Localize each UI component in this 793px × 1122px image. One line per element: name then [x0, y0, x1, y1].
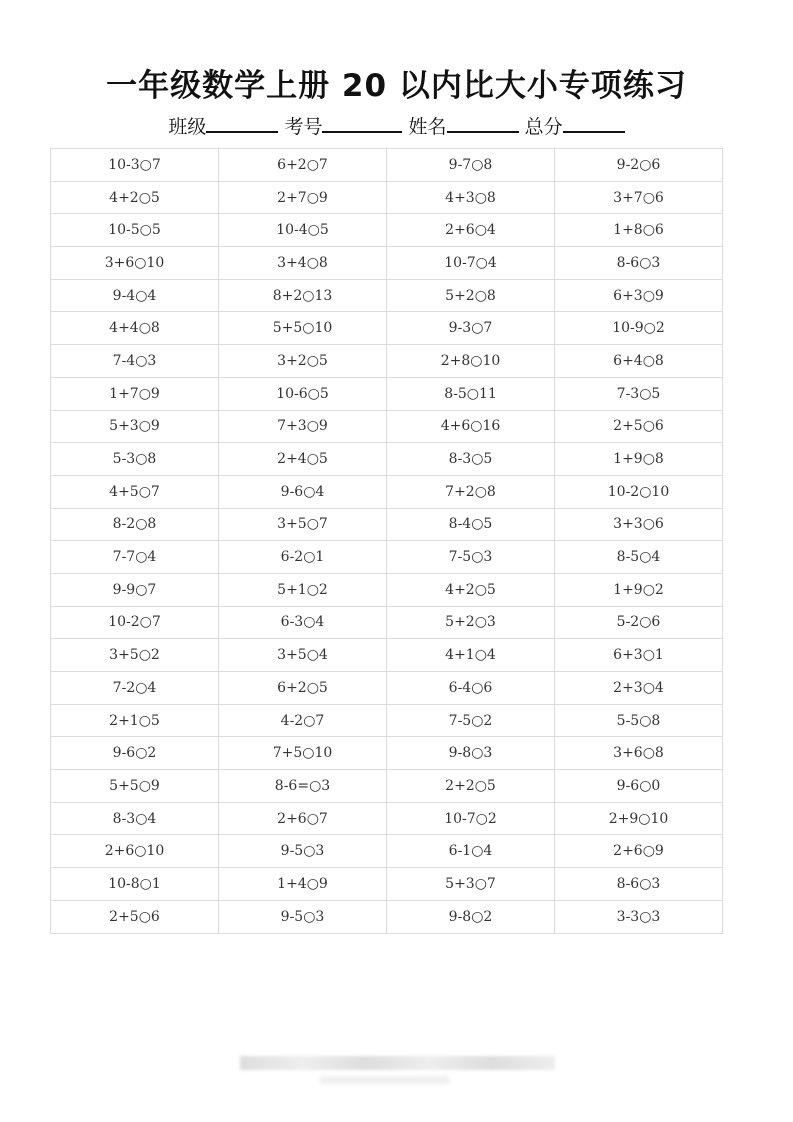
- exercise-cell[interactable]: 6-4○6: [387, 672, 555, 705]
- exercise-cell[interactable]: 6-2○1: [219, 541, 387, 574]
- table-row: [51, 410, 723, 443]
- table-row: [51, 704, 723, 737]
- exercise-cell[interactable]: 4+4○8: [51, 312, 219, 345]
- exercise-cell[interactable]: 3+6○10: [51, 247, 219, 280]
- exercise-cell[interactable]: 8-6○3: [555, 247, 723, 280]
- exercise-cell[interactable]: 6+3○9: [555, 279, 723, 312]
- exercise-cell[interactable]: 5+2○8: [387, 279, 555, 312]
- exercise-cell[interactable]: 3-3○3: [555, 900, 723, 933]
- exercise-cell[interactable]: 10-7○4: [387, 247, 555, 280]
- exercise-cell[interactable]: 4+1○4: [387, 639, 555, 672]
- exercise-cell[interactable]: 7-3○5: [555, 377, 723, 410]
- exercise-cell[interactable]: 2+1○5: [51, 704, 219, 737]
- table-row: [51, 770, 723, 803]
- class-label: 班级: [168, 116, 207, 138]
- exercise-cell[interactable]: 9-8○3: [387, 737, 555, 770]
- exercise-cell[interactable]: 8-6=○3: [219, 770, 387, 803]
- table-row: [51, 345, 723, 378]
- exercise-cell[interactable]: 5-5○8: [555, 704, 723, 737]
- exercise-cell[interactable]: 5+5○9: [51, 770, 219, 803]
- exercise-cell[interactable]: 8-6○3: [555, 868, 723, 901]
- blurred-watermark-sub: [320, 1076, 450, 1084]
- exercise-cell[interactable]: 9-6○0: [555, 770, 723, 803]
- exam-no-blank[interactable]: [322, 113, 402, 133]
- exercise-cell[interactable]: 1+4○9: [219, 868, 387, 901]
- exercise-cell[interactable]: 9-6○4: [219, 475, 387, 508]
- exercise-cell[interactable]: 3+5○2: [51, 639, 219, 672]
- exercise-cell[interactable]: 5+1○2: [219, 573, 387, 606]
- exercise-table: [50, 148, 723, 934]
- score-blank[interactable]: [563, 113, 625, 133]
- student-info-line: [0, 112, 793, 139]
- exercise-cell[interactable]: 8-4○5: [387, 508, 555, 541]
- exercise-cell[interactable]: 4-2○7: [219, 704, 387, 737]
- table-row: [51, 639, 723, 672]
- exercise-cell[interactable]: 4+5○7: [51, 475, 219, 508]
- exercise-cell[interactable]: 10-7○2: [387, 802, 555, 835]
- exercise-cell[interactable]: 2+9○10: [555, 802, 723, 835]
- exercise-cell[interactable]: 2+3○4: [555, 672, 723, 705]
- table-row: [51, 247, 723, 280]
- exercise-cell[interactable]: 3+5○4: [219, 639, 387, 672]
- exercise-cell[interactable]: 7-5○3: [387, 541, 555, 574]
- table-row: [51, 606, 723, 639]
- exercise-cell[interactable]: 2+6○10: [51, 835, 219, 868]
- exercise-cell[interactable]: 1+9○8: [555, 443, 723, 476]
- exercise-cell[interactable]: 5+5○10: [219, 312, 387, 345]
- exercise-cell[interactable]: 1+8○6: [555, 214, 723, 247]
- exercise-cell[interactable]: 2+6○4: [387, 214, 555, 247]
- exercise-cell[interactable]: 8-3○5: [387, 443, 555, 476]
- exercise-cell[interactable]: 8-3○4: [51, 802, 219, 835]
- exercise-cell[interactable]: 7-4○3: [51, 345, 219, 378]
- exercise-cell[interactable]: 5+2○3: [387, 606, 555, 639]
- table-row: [51, 181, 723, 214]
- table-row: [51, 672, 723, 705]
- exercise-cell[interactable]: 5+3○9: [51, 410, 219, 443]
- exercise-cell[interactable]: 10-3○7: [51, 149, 219, 182]
- exercise-cell[interactable]: 9-9○7: [51, 573, 219, 606]
- exercise-cell[interactable]: 8-2○8: [51, 508, 219, 541]
- exercise-cell[interactable]: 8+2○13: [219, 279, 387, 312]
- exercise-cell[interactable]: 8-5○11: [387, 377, 555, 410]
- exercise-cell[interactable]: 7-7○4: [51, 541, 219, 574]
- exercise-cell[interactable]: 7-5○2: [387, 704, 555, 737]
- exercise-cell[interactable]: 10-4○5: [219, 214, 387, 247]
- exercise-cell[interactable]: 2+6○7: [219, 802, 387, 835]
- exercise-cell[interactable]: 4+2○5: [51, 181, 219, 214]
- exam-no-label: 考号: [284, 116, 323, 138]
- exercise-cell[interactable]: 3+5○7: [219, 508, 387, 541]
- class-blank[interactable]: [206, 113, 278, 133]
- exercise-cell[interactable]: 6+4○8: [555, 345, 723, 378]
- exercise-cell[interactable]: 9-8○2: [387, 900, 555, 933]
- exercise-cell[interactable]: 5-2○6: [555, 606, 723, 639]
- exercise-cell[interactable]: 4+6○16: [387, 410, 555, 443]
- table-row: [51, 443, 723, 476]
- exercise-cell[interactable]: 4+3○8: [387, 181, 555, 214]
- exercise-cell[interactable]: 9-3○7: [387, 312, 555, 345]
- exercise-cell[interactable]: 7-2○4: [51, 672, 219, 705]
- exercise-cell[interactable]: 10-8○1: [51, 868, 219, 901]
- exercise-cell[interactable]: 5-3○8: [51, 443, 219, 476]
- exercise-cell[interactable]: 1+9○2: [555, 573, 723, 606]
- table-row: [51, 868, 723, 901]
- exercise-cell[interactable]: 2+7○9: [219, 181, 387, 214]
- exercise-cell[interactable]: 6+2○5: [219, 672, 387, 705]
- exercise-cell[interactable]: 6-1○4: [387, 835, 555, 868]
- exercise-cell[interactable]: 10-5○5: [51, 214, 219, 247]
- table-row: [51, 900, 723, 933]
- table-row: [51, 573, 723, 606]
- exercise-cell[interactable]: 6-3○4: [219, 606, 387, 639]
- page-title: 一年级数学上册 20 以内比大小专项练习: [106, 68, 687, 104]
- exercise-cell[interactable]: 9-5○3: [219, 835, 387, 868]
- exercise-cell[interactable]: 9-4○4: [51, 279, 219, 312]
- name-label: 姓名: [408, 116, 447, 138]
- exercise-cell[interactable]: 6+2○7: [219, 149, 387, 182]
- table-row: [51, 508, 723, 541]
- table-row: [51, 475, 723, 508]
- table-row: [51, 541, 723, 574]
- exercise-cell[interactable]: 8-5○4: [555, 541, 723, 574]
- exercise-cell[interactable]: 9-2○6: [555, 149, 723, 182]
- table-row: [51, 802, 723, 835]
- exercise-cell[interactable]: 7+2○8: [387, 475, 555, 508]
- exercise-cell[interactable]: 4+2○5: [387, 573, 555, 606]
- exercise-cell[interactable]: 6+3○1: [555, 639, 723, 672]
- table-row: [51, 149, 723, 182]
- exercise-cell[interactable]: 9-5○3: [219, 900, 387, 933]
- exercise-cell[interactable]: 2+4○5: [219, 443, 387, 476]
- table-row: [51, 312, 723, 345]
- exercise-cell[interactable]: 3+7○6: [555, 181, 723, 214]
- table-row: [51, 377, 723, 410]
- table-row: [51, 214, 723, 247]
- blurred-watermark: [240, 1056, 555, 1070]
- exercise-cell[interactable]: 10-2○7: [51, 606, 219, 639]
- exercise-cell[interactable]: 2+5○6: [51, 900, 219, 933]
- table-row: [51, 279, 723, 312]
- exercise-cell[interactable]: 2+5○6: [555, 410, 723, 443]
- exercise-cell[interactable]: 2+6○9: [555, 835, 723, 868]
- exercise-cell[interactable]: 5+3○7: [387, 868, 555, 901]
- exercise-cell[interactable]: 9-7○8: [387, 149, 555, 182]
- exercise-cell[interactable]: 3+4○8: [219, 247, 387, 280]
- exercise-cell[interactable]: 7+3○9: [219, 410, 387, 443]
- table-row: [51, 835, 723, 868]
- exercise-cell[interactable]: 1+7○9: [51, 377, 219, 410]
- exercise-cell[interactable]: 3+2○5: [219, 345, 387, 378]
- exercise-cell[interactable]: 2+2○5: [387, 770, 555, 803]
- exercise-cell[interactable]: 9-6○2: [51, 737, 219, 770]
- table-row: [51, 737, 723, 770]
- exercise-cell[interactable]: 10-6○5: [219, 377, 387, 410]
- score-label: 总分: [524, 116, 563, 138]
- exercise-cell[interactable]: 10-2○10: [555, 475, 723, 508]
- exercise-cell[interactable]: 7+5○10: [219, 737, 387, 770]
- name-blank[interactable]: [447, 113, 519, 133]
- exercise-cell[interactable]: 10-9○2: [555, 312, 723, 345]
- exercise-cell[interactable]: 3+6○8: [555, 737, 723, 770]
- exercise-cell[interactable]: 3+3○6: [555, 508, 723, 541]
- exercise-cell[interactable]: 2+8○10: [387, 345, 555, 378]
